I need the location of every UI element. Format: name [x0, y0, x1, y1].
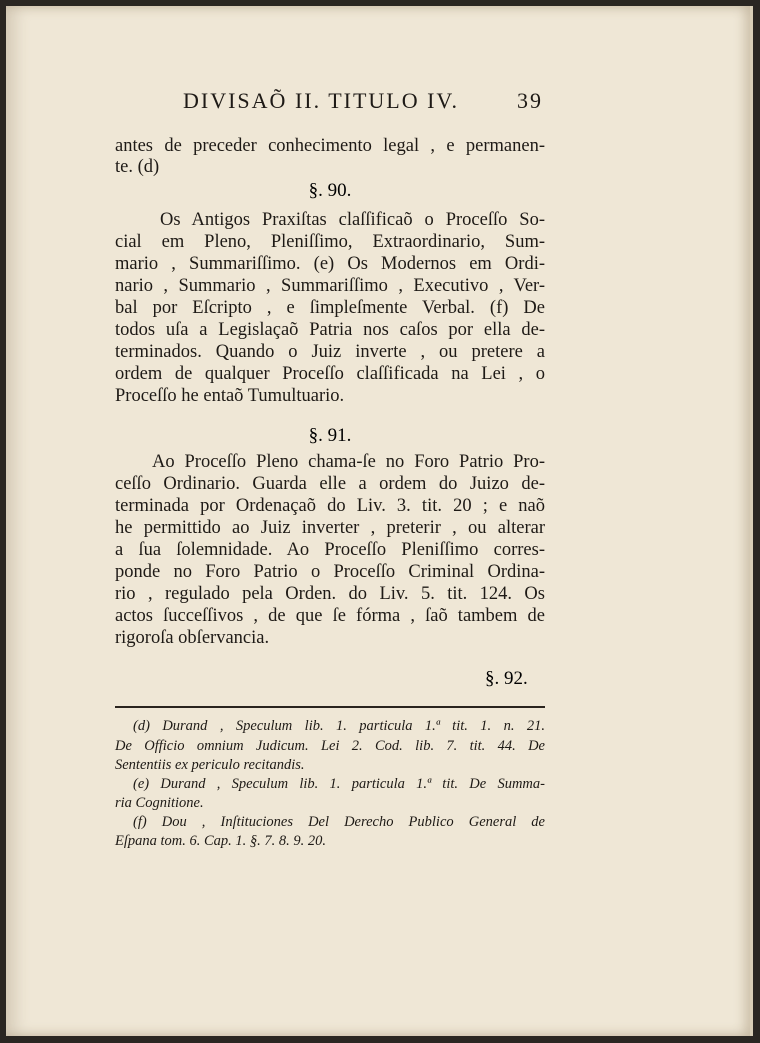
- footnote-line: (d) Durand , Speculum lib. 1. particula 1.ª tit. 1. n. 21.: [133, 718, 545, 734]
- text-line: rigoroſa obſervancia.: [115, 628, 270, 648]
- text-line: rio , regulado pela Orden. do Liv. 5. tit. 124. Os: [115, 584, 545, 604]
- page-number: 39: [517, 88, 543, 113]
- footnote-line: ria Cognitione.: [115, 795, 204, 811]
- text-line: mario , Summariſſimo. (e) Os Modernos em Ordi-: [115, 254, 545, 274]
- running-title: DIVISAÕ II. TITULO IV.: [183, 88, 459, 113]
- text-line: bal por Eſcripto , e ſimpleſmente Verbal. (f) De: [115, 298, 545, 318]
- footnote-line: De Officio omnium Judicum. Lei 2. Cod. lib. 7. tit. 44. De: [115, 738, 545, 754]
- text-line: Os Antigos Praxiſtas claſſificaõ o Proceſſo So-: [160, 210, 545, 230]
- footnote-line: (f) Dou , Inſtituciones Del Derecho Publico General de: [133, 814, 545, 830]
- text-line: antes de preceder conhecimento legal , e permanen-: [115, 136, 545, 156]
- text-line: ordem de qualquer Proceſſo claſſificada na Lei , o: [115, 364, 545, 384]
- footnote-rule: [115, 706, 545, 708]
- running-header: [183, 88, 543, 120]
- text-line: Ao Proceſſo Pleno chama-ſe no Foro Patrio Pro-: [152, 452, 545, 472]
- section-heading-91: §. 91.: [308, 425, 352, 446]
- footnote-line: (e) Durand , Speculum lib. 1. particula 1.ª tit. De Summa-: [133, 776, 545, 792]
- text-line: he permittido ao Juiz inverter , preterir , ou alterar: [115, 518, 545, 538]
- text-line: cial em Pleno, Pleniſſimo, Extraordinario, Sum-: [115, 232, 545, 252]
- text-line: terminada por Ordenaçaõ do Liv. 3. tit. 20 ; e naõ: [115, 496, 545, 516]
- text-line: nario , Summario , Summariſſimo , Executivo , Ver-: [115, 276, 545, 296]
- text-line: todos uſa a Legislaçaõ Patria nos caſos por ella de-: [115, 320, 545, 340]
- footnote-line: Sententiis ex periculo recitandis.: [115, 757, 305, 773]
- text-line: actos ſucceſſivos , de que ſe fórma , ſaõ tambem de: [115, 606, 545, 626]
- section-heading-90: §. 90.: [308, 180, 352, 201]
- text-line: ceſſo Ordinario. Guarda elle a ordem do Juizo de-: [115, 474, 545, 494]
- text-line: te. (d): [115, 157, 160, 177]
- text-line: terminados. Quando o Juiz inverte , ou pretere a: [115, 342, 545, 362]
- catchword: §. 92.: [485, 668, 528, 689]
- text-line: Proceſſo he entaõ Tumultuario.: [115, 386, 345, 406]
- text-line: ponde no Foro Patrio o Proceſſo Criminal Ordina-: [115, 562, 545, 582]
- footnote-line: Eſpana tom. 6. Cap. 1. §. 7. 8. 9. 20.: [115, 833, 327, 849]
- text-line: a ſua ſolemnidade. Ao Proceſſo Pleniſſimo corres-: [115, 540, 545, 560]
